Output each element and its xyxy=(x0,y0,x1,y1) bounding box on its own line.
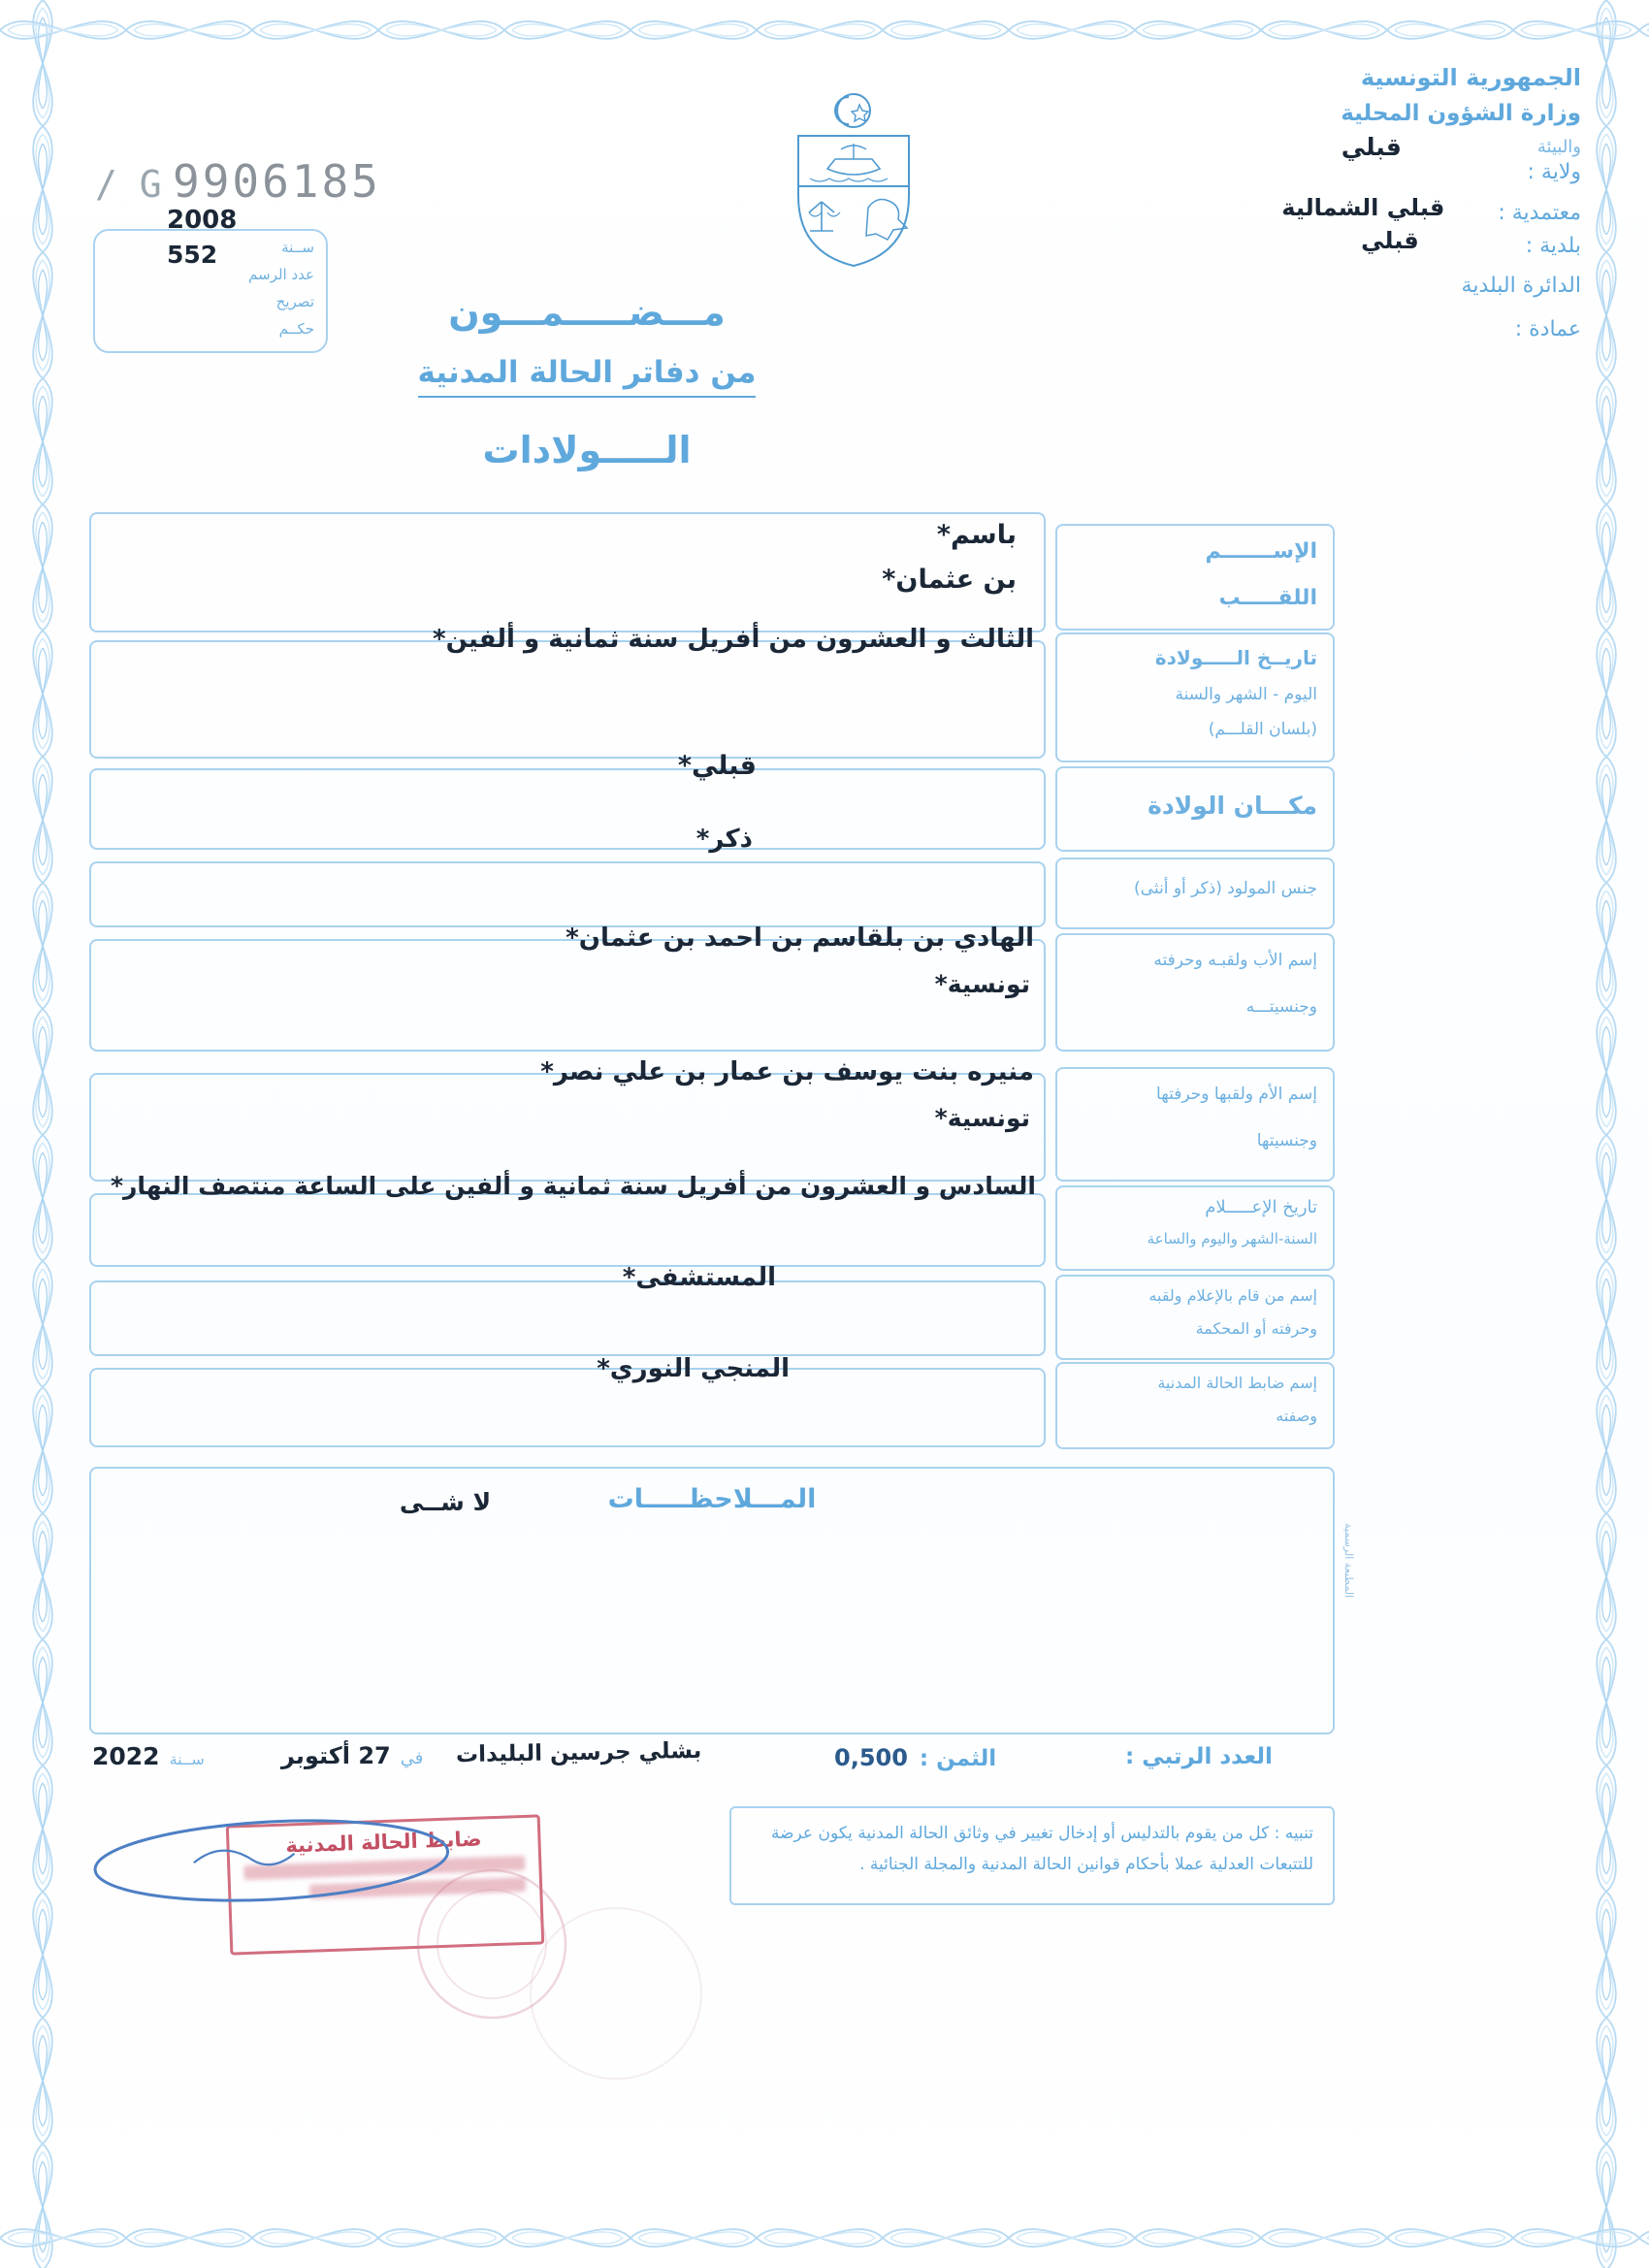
district-label: الدائرة البلدية xyxy=(1461,274,1581,298)
municipality-value: قبلي xyxy=(1361,227,1419,254)
signature-scribble xyxy=(78,1800,466,1927)
sex-entry: ذكر* xyxy=(695,825,753,854)
father-label-2: وجنسيتـــه xyxy=(1245,997,1317,1017)
mother-label-box xyxy=(1055,1067,1335,1182)
birthplace-entry-box xyxy=(89,751,1046,850)
sex-entry-box xyxy=(89,825,1046,927)
surname-entry: بن عثمان* xyxy=(882,565,1017,595)
birthplace-label: مكـــان الولادة xyxy=(1148,792,1317,820)
omda-label: عمادة : xyxy=(1514,317,1581,341)
father-label-1: إسم الأب ولقبـه وحرفته xyxy=(1153,951,1317,970)
officer-stamp-title: ضابط الحالة المدنية xyxy=(284,1827,483,1858)
warning-line2: للتتبعات العدلية عملا بأحكام قوانين الحالة المدنية والمجلة الجنائية . xyxy=(859,1855,1313,1875)
serial-number: 9906185 xyxy=(173,155,381,208)
border-pattern-left xyxy=(6,0,80,2268)
price-label: الثمن : xyxy=(919,1746,997,1771)
declarant-label-1: إسم من قام بالإعلام ولقبه xyxy=(1148,1286,1317,1305)
name-label: الإســـــــم xyxy=(1205,539,1317,564)
sex-label: جنس المولود (ذكر أو أنثى) xyxy=(1134,879,1317,898)
officer-label-2: وصفته xyxy=(1276,1407,1317,1425)
declarant-label-box xyxy=(1055,1275,1335,1360)
title-line2: من دفاتر الحالة المدنية xyxy=(418,355,757,398)
birthdate-entry-box xyxy=(89,625,1046,759)
birthdate-label-1: تاريــخ الـــــولادة xyxy=(1154,646,1317,669)
serial-year: 2008 xyxy=(167,206,238,235)
date-value: 27 أكتوبر xyxy=(281,1742,391,1769)
father-nationality-entry: تونسية* xyxy=(934,970,1030,998)
birthplace-entry: قبلي* xyxy=(677,751,757,781)
mother-label-1: إسم الأم ولقبها وحرفتها xyxy=(1156,1085,1317,1104)
ordinal-number-label: العدد الرتبي : xyxy=(1125,1744,1273,1769)
declarant-entry: المستشفى* xyxy=(622,1263,776,1292)
sex-label-box xyxy=(1055,858,1335,929)
notification-date-entry: السادس و العشرون من أفريل سنة ثمانية و ألفين على الساعة منتصف النهار* xyxy=(110,1172,1036,1200)
name-entry-box xyxy=(89,512,1046,632)
name-label-box xyxy=(1055,524,1335,631)
mother-name-entry: منيره بنت يوسف بن عمار بن علي نصر* xyxy=(540,1057,1034,1086)
municipality-label: بلدية : xyxy=(1525,234,1581,258)
officer-label-1: إسم ضابط الحالة المدنية xyxy=(1157,1374,1317,1392)
remarks-value: لا شــى xyxy=(399,1488,492,1516)
warning-line1: تنبيه : كل من يقوم بالتدليس أو إدخال تغيير في وثائق الحالة المدنية يكون عرضة xyxy=(771,1824,1313,1843)
mother-nationality-entry: تونسية* xyxy=(934,1104,1030,1132)
warning-box xyxy=(729,1806,1335,1905)
mother-entry-box xyxy=(89,1057,1046,1182)
remarks-label: المـــلاحظـــــات xyxy=(607,1484,817,1514)
declarant-label-2: وحرفته أو المحكمة xyxy=(1195,1319,1317,1338)
register-label-declaration: تصريح xyxy=(275,293,314,310)
official-printer-note: المطبعة الرسمية xyxy=(1342,1523,1355,1599)
notification-label-2: السنة-الشهر واليوم والساعة xyxy=(1147,1230,1317,1247)
title-line1: مـــضـــــمـــون xyxy=(448,291,726,334)
year-group xyxy=(92,1742,205,1770)
register-label-year: ســنة xyxy=(281,239,314,256)
officer-entry-box xyxy=(89,1354,1046,1447)
year-label: ســنة xyxy=(169,1750,205,1768)
notification-label-box xyxy=(1055,1185,1335,1271)
wilaya-value: قبلي xyxy=(1341,133,1402,161)
border-pattern-bottom xyxy=(0,2212,1649,2264)
in-label: في xyxy=(400,1748,424,1768)
officer-entry: المنجي النوري* xyxy=(597,1354,790,1383)
date-group xyxy=(281,1742,423,1769)
mother-label-2: وجنسيتها xyxy=(1256,1131,1317,1150)
name-entry: باسم* xyxy=(936,520,1017,550)
delegation-label: معتمدية : xyxy=(1498,201,1581,225)
faint-round-stamp-2 xyxy=(524,1901,708,2086)
title-line3: الـــــولادات xyxy=(482,429,692,471)
birthdate-label-box xyxy=(1055,632,1335,762)
declarant-entry-box xyxy=(89,1263,1046,1356)
register-label-number: عدد الرسم xyxy=(248,266,314,283)
notification-label-1: تاريخ الإعـــــلام xyxy=(1205,1197,1317,1217)
wilaya-label: ولاية : xyxy=(1527,160,1581,184)
year-value: 2022 xyxy=(92,1742,160,1770)
price-group xyxy=(834,1744,996,1771)
remarks-box xyxy=(89,1467,1335,1734)
document-title-block xyxy=(359,291,815,471)
father-label-box xyxy=(1055,933,1335,1052)
header-right-block xyxy=(1009,64,1581,341)
ministry-line1: وزارة الشؤون المحلية xyxy=(1341,101,1581,126)
register-label-judgment: حكــم xyxy=(278,320,314,338)
republic-title: الجمهورية التونسية xyxy=(1360,64,1581,91)
officer-label-box xyxy=(1055,1362,1335,1449)
birthdate-label-3: (بلسان القلـــم) xyxy=(1208,720,1317,739)
place-signed-value: بشلي جرسين البليدات xyxy=(455,1737,702,1768)
serial-prefix: G / xyxy=(95,163,162,206)
surname-label: اللقـــــب xyxy=(1218,586,1317,610)
register-number-value: 552 xyxy=(167,241,218,269)
birthdate-label-2: اليوم - الشهر والسنة xyxy=(1175,685,1317,704)
father-entry-box xyxy=(89,923,1046,1052)
birthplace-label-box xyxy=(1055,766,1335,852)
register-number-box xyxy=(93,229,328,353)
ministry-line2: والبيئة xyxy=(1536,137,1581,157)
delegation-value: قبلي الشمالية xyxy=(1281,194,1445,221)
tunisia-emblem-icon xyxy=(771,85,936,270)
border-pattern-top xyxy=(0,4,1649,56)
father-name-entry: الهادي بن بلقاسم بن احمد بن عثمان* xyxy=(566,923,1034,953)
notification-entry-box xyxy=(89,1172,1046,1267)
price-value: 0,500 xyxy=(834,1744,908,1771)
birthdate-entry: الثالث و العشرون من أفريل سنة ثمانية و ألفين* xyxy=(432,625,1034,654)
